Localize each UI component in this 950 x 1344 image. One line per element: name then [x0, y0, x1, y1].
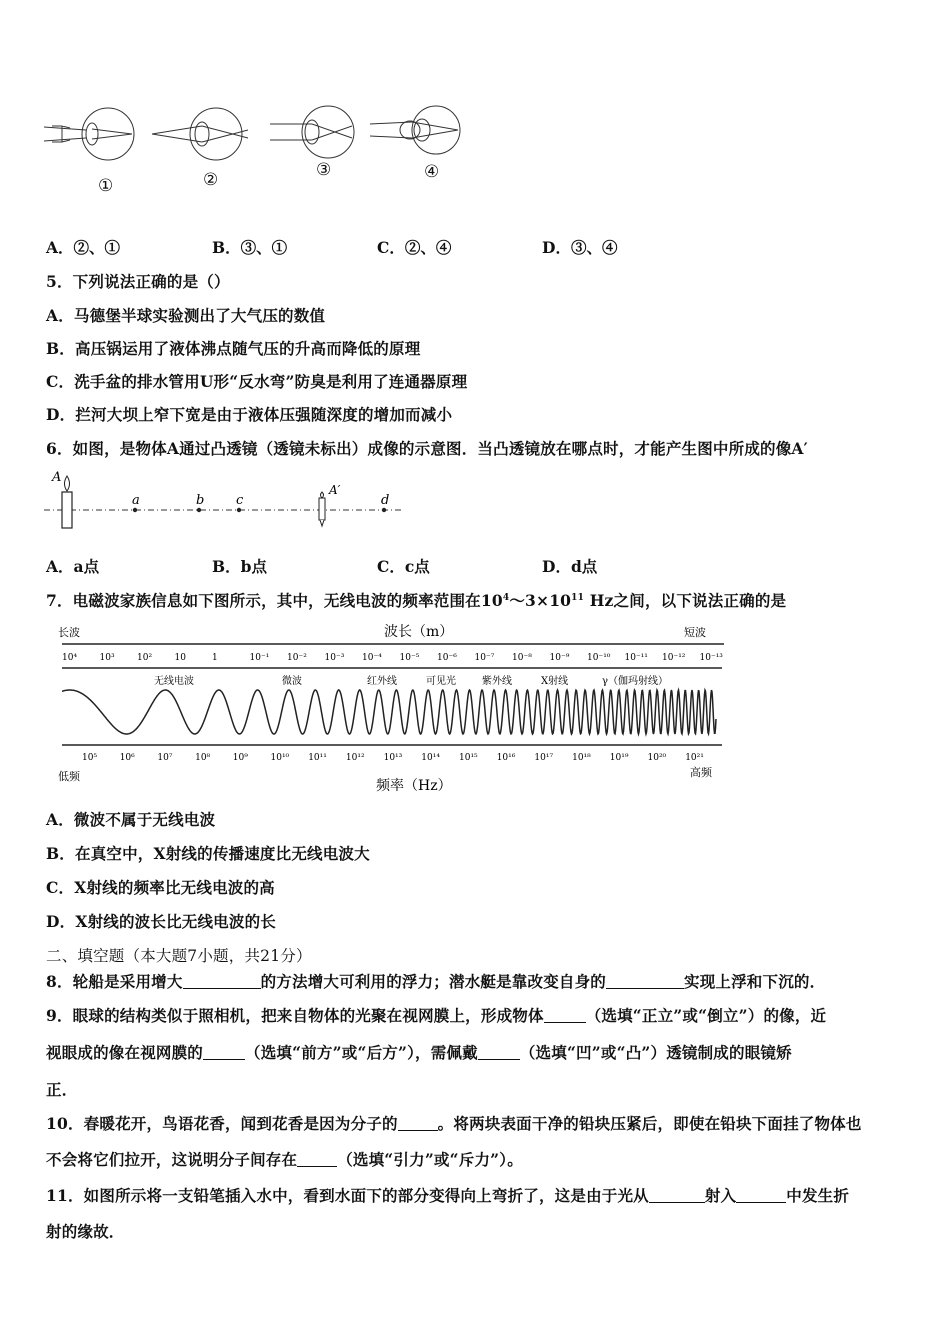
- eye-diagram-4: [370, 106, 460, 154]
- q6-image-label: A′: [329, 483, 341, 497]
- q4-option-d: D．③、④: [542, 238, 618, 257]
- q7-option-d: D．X射线的波长比无线电波的长: [46, 912, 276, 931]
- q7-option-c: C．X射线的频率比无线电波的高: [46, 878, 275, 897]
- em-left-top: 长波: [58, 626, 80, 639]
- em-wavelength-title: 波长（m）: [384, 624, 454, 640]
- band-label: 可见光: [426, 676, 456, 687]
- q6-figure: [44, 470, 414, 534]
- q8-blank-2[interactable]: [606, 975, 684, 989]
- frequency-tick-label: 10²¹: [685, 753, 704, 763]
- band-label: 微波: [282, 676, 302, 687]
- q9-line-2: 视眼成的像在视网膜的 （选填“前方”或“后方”），需佩戴 （选填“凹”或“凸”）透镜制成的眼镜矫: [46, 1043, 792, 1062]
- q6-point-c: c: [236, 493, 244, 508]
- wavelength-tick-label: 10⁻¹¹: [624, 653, 648, 663]
- wavelength-tick-label: 10⁻¹⁰: [587, 653, 611, 663]
- q9-blank-1[interactable]: [544, 1009, 586, 1023]
- wavelength-tick-label: 10⁻⁷: [474, 653, 495, 663]
- q5-option-d: D．拦河大坝上窄下宽是由于液体压强随深度的增加而减小: [46, 405, 453, 424]
- em-right-bottom: 高频: [690, 766, 712, 779]
- q4-option-a: A．②、①: [46, 238, 121, 257]
- wavelength-tick-label: 10⁻²: [287, 653, 307, 663]
- wavelength-tick-label: 10⁻³: [324, 653, 345, 663]
- band-label: X射线: [541, 676, 569, 687]
- q7-option-a: A．微波不属于无线电波: [46, 810, 216, 829]
- q4-option-c: C．②、④: [377, 238, 452, 257]
- q11-blank-1[interactable]: [649, 1189, 705, 1203]
- frequency-tick-label: 10¹⁹: [609, 753, 629, 763]
- eye-diagram-3: [270, 106, 354, 158]
- frequency-tick-label: 10⁹: [232, 753, 248, 763]
- eye-diagram-2: [152, 108, 248, 160]
- wavelength-tick-label: 10⁻¹: [249, 653, 270, 663]
- wavelength-tick-label: 10⁻⁶: [437, 653, 457, 663]
- q9-line-1: 9．眼球的结构类似于照相机，把来自物体的光聚在视网膜上，形成物体 （选填“正立”或“倒立”）的像，近: [46, 1006, 827, 1025]
- q5-option-a: A．马德堡半球实验测出了大气压的数值: [46, 306, 326, 325]
- eye-label-3: ③: [316, 160, 332, 180]
- q6-object-label: A: [52, 470, 62, 485]
- q9-line-3: 正．: [46, 1080, 78, 1099]
- q6-option-a: A．a点: [46, 557, 100, 576]
- section-heading-fill-in: 二、填空题（本大题7小题，共21分）: [46, 947, 312, 965]
- q8: 8．轮船是采用增大 的方法增大可利用的浮力；潜水艇是靠改变自身的 实现上浮和下沉的．: [46, 972, 826, 991]
- q9-blank-2[interactable]: [203, 1046, 245, 1060]
- eye-label-1: ①: [98, 176, 114, 196]
- frequency-tick-label: 10¹⁴: [421, 753, 440, 763]
- frequency-tick-label: 10¹¹: [308, 753, 327, 763]
- q9-blank-3[interactable]: [478, 1046, 520, 1060]
- frequency-tick-label: 10¹⁸: [572, 753, 591, 763]
- q7-stem: 7．电磁波家族信息如下图所示，其中，无线电波的频率范围在$10^4\sim 3\times 10^{11}$ Hz之间，以下说法正确的是: [46, 591, 787, 610]
- q5-option-b: B．高压锅运用了液体沸点随气压的升高而降低的原理: [46, 339, 421, 358]
- frequency-tick-label: 10¹⁶: [496, 753, 516, 763]
- q11-line-2: 射的缘故．: [46, 1222, 125, 1241]
- wavelength-tick-label: 10: [174, 653, 186, 663]
- q5-option-c: C．洗手盆的排水管用U形“反水弯”防臭是利用了连通器原理: [46, 372, 468, 391]
- q6-point-d: d: [381, 493, 390, 508]
- band-label: 紫外线: [482, 676, 512, 687]
- wavelength-tick-label: 10⁻¹³: [699, 653, 723, 663]
- frequency-tick-label: 10⁶: [119, 753, 135, 763]
- wavelength-tick-label: 10⁻⁹: [549, 653, 570, 663]
- q10-blank-2[interactable]: [297, 1153, 337, 1167]
- wavelength-tick-label: 10⁻⁵: [399, 653, 420, 663]
- q11-blank-2[interactable]: [736, 1189, 786, 1203]
- em-left-bottom: 低频: [58, 770, 80, 783]
- q11-line-1: 11．如图所示将一支铅笔插入水中，看到水面下的部分变得向上弯折了，这是由于光从 射入 中发生折: [46, 1186, 850, 1205]
- frequency-tick-label: 10⁷: [157, 753, 173, 763]
- eye-label-4: ④: [424, 162, 440, 182]
- frequency-tick-label: 10¹³: [383, 753, 403, 763]
- band-label: γ（伽玛射线）: [602, 676, 668, 687]
- eye-diagrams-figure: [40, 100, 480, 170]
- em-wave: [62, 690, 716, 734]
- frequency-tick-label: 10⁵: [82, 753, 98, 763]
- frequency-tick-label: 10¹⁷: [534, 753, 554, 763]
- eye-diagram-1: [44, 108, 134, 160]
- q4-option-b: B．③、①: [212, 238, 288, 257]
- wavelength-tick-label: 10⁻⁴: [362, 653, 382, 663]
- q6-stem: 6．如图，是物体A通过凸透镜（透镜未标出）成像的示意图．当凸透镜放在哪点时，才能产生图中所成的像A′: [46, 439, 808, 458]
- q10-blank-1[interactable]: [398, 1117, 438, 1131]
- frequency-tick-label: 10¹²: [345, 753, 365, 763]
- q8-blank-1[interactable]: [183, 975, 261, 989]
- wavelength-tick-label: 1: [212, 653, 218, 663]
- q10-line-1: 10．春暖花开，鸟语花香，闻到花香是因为分子的 。将两块表面干净的铅块压紧后，即使在铅块下面挂了物体也: [46, 1114, 862, 1133]
- band-label: 无线电波: [154, 676, 194, 687]
- q6-point-b: b: [196, 493, 205, 508]
- frequency-tick-label: 10¹⁰: [270, 753, 290, 763]
- wavelength-tick-label: 10³: [99, 653, 115, 663]
- q6-option-b: B．b点: [212, 557, 267, 576]
- frequency-tick-label: 10⁸: [195, 753, 211, 763]
- q6-option-d: D．d点: [542, 557, 598, 576]
- wavelength-tick-label: 10⁻⁸: [512, 653, 532, 663]
- q10-line-2: 不会将它们拉开，这说明分子间存在 （选填“引力”或“斥力”）。: [46, 1150, 523, 1169]
- q6-option-c: C．c点: [377, 557, 430, 576]
- em-frequency-title: 频率（Hz）: [376, 778, 452, 794]
- wavelength-tick-label: 10⁻¹²: [662, 653, 686, 663]
- em-spectrum-figure: [54, 620, 734, 795]
- wavelength-tick-label: 10²: [137, 653, 153, 663]
- wavelength-tick-label: 10⁴: [62, 653, 78, 663]
- q6-point-a: a: [132, 493, 140, 508]
- q7-option-b: B．在真空中，X射线的传播速度比无线电波大: [46, 844, 370, 863]
- eye-label-2: ②: [203, 170, 219, 190]
- em-right-top: 短波: [684, 626, 706, 639]
- frequency-tick-label: 10²⁰: [647, 753, 667, 763]
- frequency-tick-label: 10¹⁵: [459, 753, 478, 763]
- q5-stem: 5．下列说法正确的是（）: [46, 272, 230, 291]
- band-label: 红外线: [367, 676, 397, 687]
